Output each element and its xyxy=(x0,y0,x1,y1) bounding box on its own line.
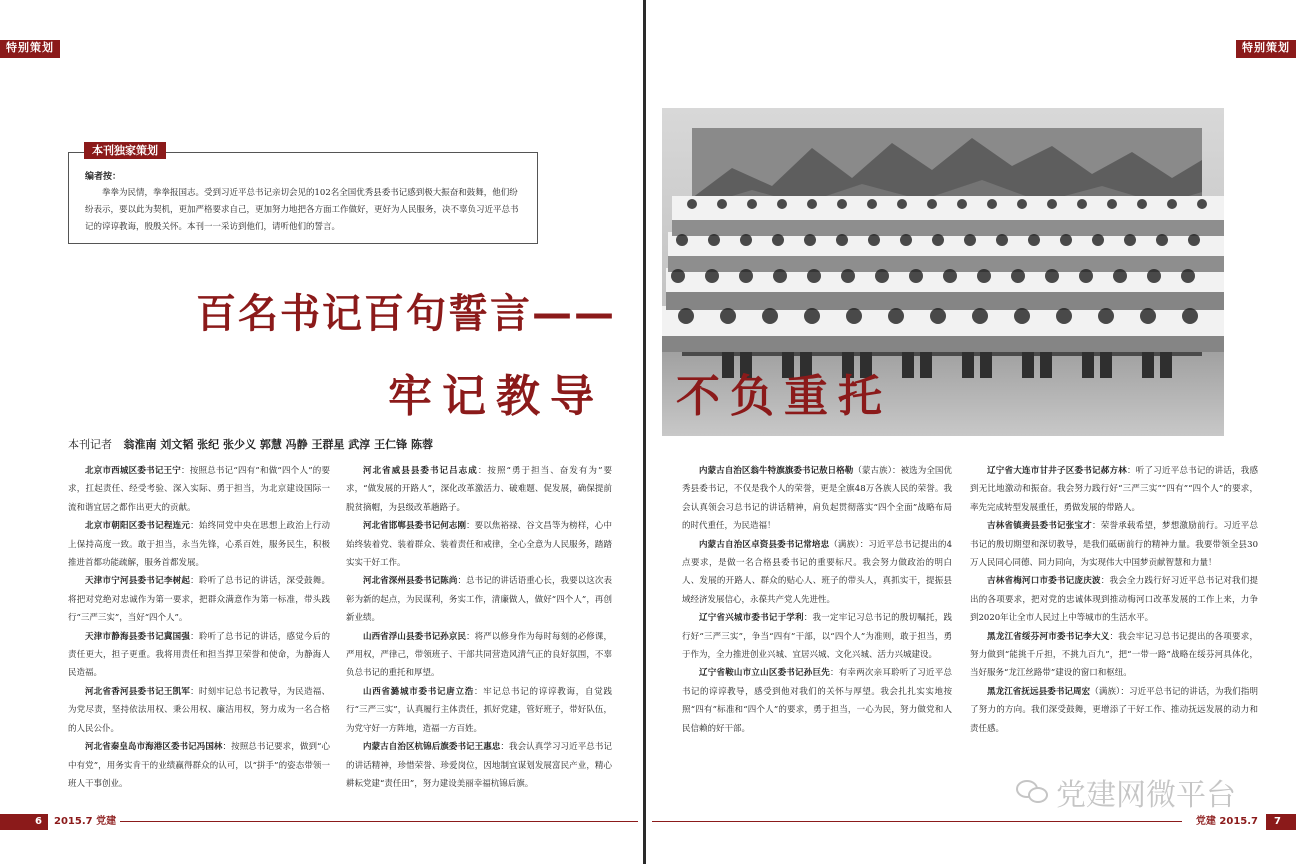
byline xyxy=(68,436,433,452)
editor-note-title: 编者按： xyxy=(85,172,122,182)
footer-issue-left: 2015.7 党建 xyxy=(54,816,117,827)
header-rule-right xyxy=(1236,56,1296,58)
editor-note-box xyxy=(68,152,538,244)
left-page xyxy=(0,0,638,864)
section-tag-left: 特别策划 xyxy=(0,40,60,56)
pledge-paragraph: 河北省秦皇岛市海港区委书记冯国林：按照总书记要求，做到“心中有党”，用务实肯干的业绩赢得群众的认可，以“拼手”的姿态带领一班人干事创业。 xyxy=(68,742,330,789)
pledge-paragraph: 吉林省镇赉县委书记张宝才：荣誉承载希望，梦想激励前行。习近平总书记的殷切期望和深切教导，是我们砥砺前行的精神力量。我要带领全县30万人民同心同德、同力同向，为实现伟大中国梦贡献智慧和力量！ xyxy=(970,521,1258,569)
right-page xyxy=(652,0,1296,864)
editor-note-body: 拳拳为民情，拳拳报国志。受到习近平总书记亲切会见的102名全国优秀县委书记感到极大振奋和鼓舞，他们纷纷表示，要以此为契机，更加严格要求自己，更加努力地把各方面工作做好，更好为人民服务，决不辜负习近平总书记的谆谆教诲，殷殷关怀。本刊一一采访到他们，请听他们的誓言。 xyxy=(85,188,519,232)
footer-issue-right: 党建 2015.7 xyxy=(1195,816,1258,827)
pledge-paragraph: 河北省邯郸县委书记何志刚：要以焦裕禄、谷文昌等为榜样，心中始终装着党、装着群众、装着责任和戒律，全心全意为人民服务，踏踏实实干好工作。 xyxy=(346,521,612,569)
column-left-1 xyxy=(68,462,330,793)
column-right-1 xyxy=(682,462,952,738)
spine-line xyxy=(643,0,646,864)
pledge-paragraph: 辽宁省大连市甘井子区委书记郝方林：听了习近平总书记的讲话，我感到无比地激动和振奋。我会努力践行好“三严三实”“四有”“四个人”的要求，率先完成转型发展重任，勇做发展的带路人。 xyxy=(970,466,1258,513)
column-right-2 xyxy=(970,462,1258,738)
pledge-paragraph: 河北省深州县委书记陈尚：总书记的讲话语重心长，我要以这次表彰为新的起点，为民谋利，务实工作，清廉做人，做好“四个人”，再创新业绩。 xyxy=(346,576,612,624)
headline-line-2: 牢记教导 xyxy=(388,371,604,422)
headline-line-1: 百名书记百句誓言—— xyxy=(196,291,616,337)
footer-rule-right xyxy=(652,821,1182,822)
pledge-paragraph: 内蒙古自治区杭锦后旗委书记王惠忠：我会认真学习习近平总书记的讲话精神，珍惜荣誉、珍爱岗位，因地制宜谋划发展富民产业，精心耕耘党建“责任田”，努力建设美丽幸福杭锦后旗。 xyxy=(346,742,612,789)
watermark xyxy=(1016,770,1236,814)
page-number-right: 7 xyxy=(1266,814,1296,830)
spine-gutter xyxy=(638,0,652,864)
pledge-paragraph: 北京市西城区委书记王宁：按照总书记“四有”和做“四个人”的要求，扛起责任、经受考验、深入实际、勇于担当，为北京建设国际一流和谐宜居之都作出更大的贡献。 xyxy=(68,466,330,513)
pledge-paragraph: 河北省威县县委书记吕志成：按照“勇于担当、奋发有为”要求，“做发展的开路人”，深化改革激活力、破难题、促发展，确保提前脱贫摘帽，为县级改革趟路子。 xyxy=(346,466,612,513)
pledge-paragraph: 北京市朝阳区委书记程连元：始终同党中央在思想上政治上行动上保持高度一致。敢于担当，永当先锋，心系百姓，服务民生，积极推进首都功能疏解，服务首都发展。 xyxy=(68,521,330,569)
pledge-paragraph: 内蒙古自治区卓资县委书记常培忠（满族）：习近平总书记提出的4点要求，是做一名合格县委书记的重要标尺。我会努力做政治的明白人、发展的开路人、群众的贴心人、班子的带头人，真抓实干，提振县域经济发展信心，永葆共产党人先进性。 xyxy=(682,539,952,605)
column-left-2 xyxy=(346,462,612,793)
footer-rule-left xyxy=(120,821,638,822)
pledge-paragraph: 黑龙江省绥芬河市委书记李大义：我会牢记习总书记提出的各项要求，努力做到“能挑千斤担，不挑九百九”，把“一带一路”战略在绥芬河具体化，当好服务“龙江丝路带”建设的窗口和枢纽。 xyxy=(970,631,1258,679)
pledge-paragraph: 内蒙古自治区翁牛特旗旗委书记敖日格勒（蒙古族）：被选为全国优秀县委书记，不仅是我个人的荣誉，更是全旗48万各族人民的荣誉。我会认真领会习总书记的讲话精神，肩负起贯彻落实“四个全面”战略布局的时代重任，为民造福！ xyxy=(682,466,952,532)
pledge-paragraph: 辽宁省兴城市委书记于学利：我一定牢记习总书记的殷切嘱托，践行好“三严三实”，争当“四有”干部，以“四个人”为准则，敢于担当，勇于作为，全力推进创业兴城、宜居兴城、文化兴城、活力兴城建设。 xyxy=(682,613,952,661)
editor-note-tag: 本刊独家策划 xyxy=(84,142,166,159)
page-number-left: 6 xyxy=(0,814,48,830)
pledge-paragraph: 河北省香河县委书记王凯军：时刻牢记总书记教导，为民造福、为党尽责，坚持依法用权、秉公用权、廉洁用权，努力成为一名合格的人民公仆。 xyxy=(68,686,330,734)
pledge-paragraph: 辽宁省鞍山市立山区委书记孙巨先：有幸两次亲耳聆听了习近平总书记的谆谆教导，感受到他对我们的关怀与厚望。我会扎扎实实地按照“四有”标准和“四个人”的要求，勇于担当，一心为民，努力做党和人民信赖的好干部。 xyxy=(682,668,952,734)
watermark-text: 党建网微平台 xyxy=(1056,778,1236,813)
pledge-paragraph: 吉林省梅河口市委书记庞庆波：我会全力践行好习近平总书记对我们提出的各项要求，把对党的忠诚体现到推动梅河口改革发展的工作上来，力争到2020年让全市人民过上中等城市的生活水平。 xyxy=(970,576,1258,624)
pledge-paragraph: 天津市宁河县委书记李树起：聆听了总书记的讲话，深受鼓舞。将把对党绝对忠诚作为第一要求，把群众满意作为第一标准，带头践行“三严三实”，当好“四个人”。 xyxy=(68,576,330,624)
byline-label: 本刊记者 xyxy=(68,438,112,451)
pledge-paragraph: 黑龙江省抚远县委书记周宏（满族）：习近平总书记的讲话，为我们指明了努力的方向。我们深受鼓舞，更增添了干好工作、推动抚远发展的动力和责任感。 xyxy=(970,686,1258,734)
wechat-icon xyxy=(1016,778,1050,806)
byline-names: 翁淮南 刘文韬 张纪 张少义 郭慧 冯静 王群星 武淳 王仁锋 陈蓉 xyxy=(123,438,433,451)
section-tag-right: 特别策划 xyxy=(1236,40,1296,56)
header-rule-left xyxy=(0,56,60,58)
pledge-paragraph: 山西省潞城市委书记唐立浩：牢记总书记的谆谆教诲，自觉践行“三严三实”，认真履行主体责任，抓好党建，管好班子，带好队伍，为党守好一方阵地，造福一方百姓。 xyxy=(346,686,612,734)
pledge-paragraph: 山西省浮山县委书记孙京民：将严以修身作为每时每刻的必修课，严用权，严律己，带领班子、干部共同营造风清气正的良好氛围，不辜负总书记的重托和厚望。 xyxy=(346,631,612,679)
headline-line-3: 不负重托 xyxy=(676,371,892,422)
pledge-paragraph: 天津市静海县委书记冀国强：聆听了总书记的讲话，感觉今后的责任更大，担子更重。我将用责任和担当捍卫荣誉和使命，为静海人民造福。 xyxy=(68,631,330,679)
